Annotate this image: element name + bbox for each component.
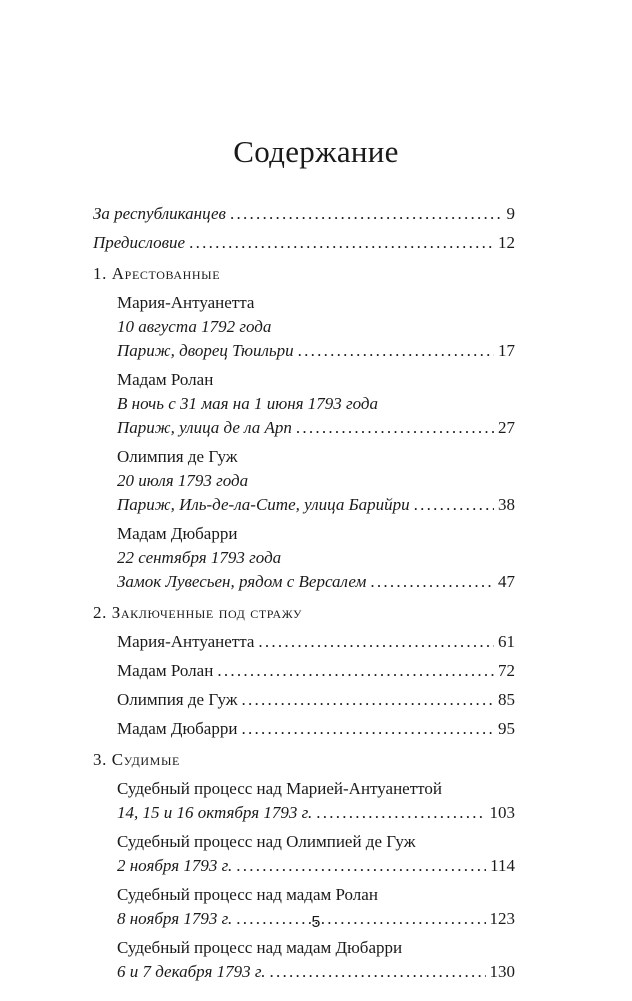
dot-leader: [316, 801, 485, 825]
toc-entry-detail: 20 июля 1793 года: [117, 471, 249, 490]
toc-entry-detail: 14, 15 и 16 октября 1793 г.: [117, 803, 313, 822]
page-title: Содержание: [233, 134, 399, 169]
toc-page-number: 114: [490, 856, 515, 875]
toc-entry[interactable]: [117, 368, 515, 440]
dot-leader: [370, 570, 494, 594]
toc-entry-title: Мадам Ролан: [117, 370, 214, 389]
toc-entry[interactable]: [117, 659, 515, 683]
dot-leader: [230, 202, 503, 226]
toc-entry-title: Судебный процесс над мадам Дюбарри: [117, 938, 403, 957]
toc-page-number: 72: [498, 661, 515, 680]
dot-leader: [298, 339, 494, 363]
dot-leader: [236, 854, 486, 878]
part-heading: 2. Заключенные под стражу: [93, 603, 303, 622]
toc-page-number: 123: [489, 909, 515, 928]
toc-page-number: 130: [489, 962, 515, 981]
toc-entry-title: Олимпия де Гуж: [117, 690, 238, 709]
toc-entry-title: Мадам Дюбарри: [117, 524, 238, 543]
dot-leader: [414, 493, 494, 517]
toc-entry-label: Предисловие: [93, 233, 186, 252]
dot-leader: [241, 717, 494, 741]
toc-entry-title: Мадам Дюбарри: [117, 719, 238, 738]
toc-entry-title: Судебный процесс над Марией-Антуанеттой: [117, 779, 442, 798]
toc-entry-title: Мария-Антуанетта: [117, 632, 255, 651]
toc-page-number: 103: [489, 803, 515, 822]
toc-page-number: 85: [498, 690, 515, 709]
toc-page-number: 27: [498, 418, 515, 437]
toc-entry-detail: 6 и 7 декабря 1793 г.: [117, 962, 266, 981]
toc-page-number: 38: [498, 495, 515, 514]
part-heading: 1. Арестованные: [93, 264, 221, 283]
toc-entry-title: Мария-Антуанетта: [117, 293, 255, 312]
toc-entry[interactable]: [117, 936, 515, 984]
toc-entry[interactable]: [117, 717, 515, 741]
toc-entry[interactable]: [117, 777, 515, 825]
toc-entry-front-matter[interactable]: [93, 231, 515, 255]
toc-page-number: 9: [506, 204, 515, 223]
toc-entry-detail: В ночь с 31 мая на 1 июня 1793 года: [117, 394, 379, 413]
dot-leader: [242, 688, 494, 712]
toc-entry-title: Олимпия де Гуж: [117, 447, 238, 466]
toc-page-number: 12: [498, 233, 515, 252]
table-of-contents: [93, 202, 515, 989]
toc-entry-detail: 8 ноября 1793 г.: [117, 909, 233, 928]
toc-entry-front-matter[interactable]: [93, 202, 515, 226]
toc-entry-detail: Париж, улица де ла Арп: [117, 418, 292, 437]
dot-leader: [258, 630, 494, 654]
dot-leader: [296, 416, 494, 440]
toc-entry-detail: Замок Лувесьен, рядом с Версалем: [117, 572, 367, 591]
toc-entry[interactable]: [117, 830, 515, 878]
toc-page-number: 95: [498, 719, 515, 738]
toc-entry-label: За республиканцев: [93, 204, 226, 223]
toc-entry-detail: 2 ноября 1793 г.: [117, 856, 233, 875]
toc-entry[interactable]: [117, 688, 515, 712]
toc-entry-detail: 10 августа 1792 года: [117, 317, 272, 336]
toc-entry-title: Мадам Ролан: [117, 661, 214, 680]
page-number: 5: [311, 914, 321, 931]
toc-entry[interactable]: [117, 445, 515, 517]
toc-entry[interactable]: [117, 522, 515, 594]
toc-page-number: 61: [498, 632, 515, 651]
toc-entry-title: Судебный процесс над Олимпией де Гуж: [117, 832, 416, 851]
toc-entry[interactable]: [117, 630, 515, 654]
toc-entry[interactable]: [117, 291, 515, 363]
dot-leader: [189, 231, 494, 255]
dot-leader: [217, 659, 494, 683]
toc-entry-detail: Париж, Иль-де-ла-Сите, улица Барийри: [117, 495, 410, 514]
toc-page-number: 47: [498, 572, 515, 591]
toc-entry-title: Судебный процесс над мадам Ролан: [117, 885, 378, 904]
toc-entry-detail: 22 сентября 1793 года: [117, 548, 282, 567]
toc-entry-detail: Париж, дворец Тюильри: [117, 341, 294, 360]
part-heading: 3. Судимые: [93, 750, 180, 769]
dot-leader: [270, 960, 486, 984]
toc-page-number: 17: [498, 341, 515, 360]
